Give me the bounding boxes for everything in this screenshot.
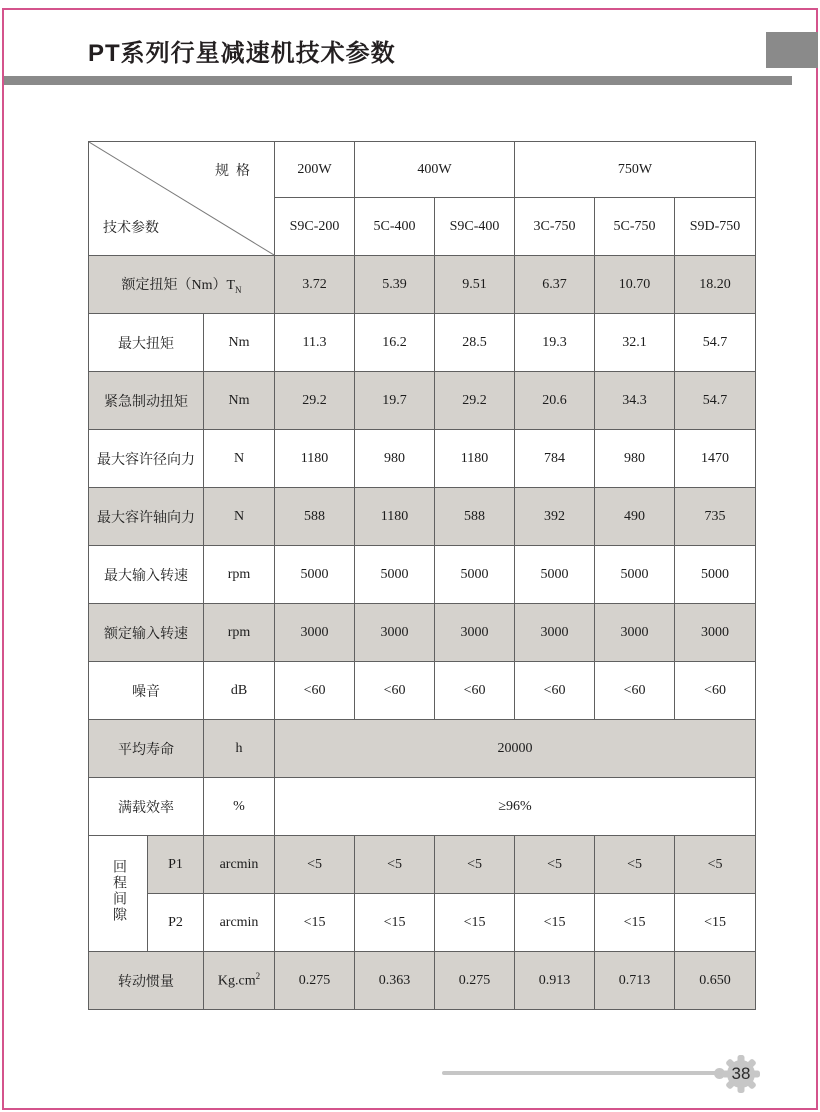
value-cell: 490	[595, 488, 675, 546]
value-cell: 1470	[675, 430, 756, 488]
row-rotational-inertia	[89, 952, 756, 1010]
value-cell: <15	[595, 894, 675, 952]
unit-cell	[204, 952, 275, 1010]
footer-rule	[442, 1071, 718, 1075]
value-cell: 9.51	[435, 256, 515, 314]
page-number: 38	[731, 1064, 751, 1083]
table-corner-cell	[89, 142, 275, 256]
value-cell: 54.7	[675, 372, 756, 430]
model-cell: 5C-400	[355, 198, 435, 256]
row-axial-force	[89, 488, 756, 546]
row-label: 最大输入转速	[89, 546, 204, 604]
value-cell: 980	[355, 430, 435, 488]
value-cell: 1180	[355, 488, 435, 546]
row-full-load-efficiency	[89, 778, 756, 836]
value-cell: 3000	[515, 604, 595, 662]
value-cell: 5000	[675, 546, 756, 604]
unit-cell: Nm	[204, 372, 275, 430]
value-cell: 11.3	[275, 314, 355, 372]
row-max-torque	[89, 314, 756, 372]
value-cell: <15	[675, 894, 756, 952]
row-label: 最大容许轴向力	[89, 488, 204, 546]
row-label: 最大扭矩	[89, 314, 204, 372]
value-cell: 3000	[355, 604, 435, 662]
value-cell: 3000	[595, 604, 675, 662]
value-cell: 20.6	[515, 372, 595, 430]
model-cell: S9C-400	[435, 198, 515, 256]
value-cell: 16.2	[355, 314, 435, 372]
row-label: 平均寿命	[89, 720, 204, 778]
row-label: 转动惯量	[89, 952, 204, 1010]
value-cell: <60	[435, 662, 515, 720]
corner-param-label: 技术参数	[103, 221, 159, 236]
value-cell: 5000	[435, 546, 515, 604]
value-cell: <15	[275, 894, 355, 952]
model-cell: S9C-200	[275, 198, 355, 256]
value-cell: 588	[275, 488, 355, 546]
value-cell: 1180	[435, 430, 515, 488]
backlash-vertical-label	[89, 836, 148, 952]
unit-cell: arcmin	[204, 836, 275, 894]
value-cell: 3000	[675, 604, 756, 662]
value-cell: 1180	[275, 430, 355, 488]
value-cell: 784	[515, 430, 595, 488]
value-cell: <5	[595, 836, 675, 894]
unit-cell: h	[204, 720, 275, 778]
value-cell: 3.72	[275, 256, 355, 314]
value-cell: 0.363	[355, 952, 435, 1010]
value-cell: <5	[435, 836, 515, 894]
value-cell: 3000	[435, 604, 515, 662]
diagonal-line-icon	[89, 142, 274, 255]
row-label: 最大容许径向力	[89, 430, 204, 488]
model-cell: 3C-750	[515, 198, 595, 256]
value-cell: 5000	[275, 546, 355, 604]
row-label: P1	[148, 836, 204, 894]
value-cell: 735	[675, 488, 756, 546]
value-cell: 5.39	[355, 256, 435, 314]
value-cell: 29.2	[435, 372, 515, 430]
value-cell: 5000	[595, 546, 675, 604]
unit-cell: Nm	[204, 314, 275, 372]
row-label: P2	[148, 894, 204, 952]
value-cell: <60	[275, 662, 355, 720]
value-cell: <60	[595, 662, 675, 720]
value-cell: 19.3	[515, 314, 595, 372]
value-cell: <60	[675, 662, 756, 720]
row-label: 额定输入转速	[89, 604, 204, 662]
unit-cell: dB	[204, 662, 275, 720]
value-cell: 34.3	[595, 372, 675, 430]
value-cell: 0.275	[435, 952, 515, 1010]
row-brake-torque	[89, 372, 756, 430]
value-cell: 0.913	[515, 952, 595, 1010]
row-label: 紧急制动扭矩	[89, 372, 204, 430]
value-cell: <15	[355, 894, 435, 952]
backlash-label-text: 回程间隙	[111, 859, 126, 923]
value-cell: 5000	[355, 546, 435, 604]
value-cell: 29.2	[275, 372, 355, 430]
row-average-life	[89, 720, 756, 778]
value-cell: 18.20	[675, 256, 756, 314]
value-cell: 10.70	[595, 256, 675, 314]
value-cell: 6.37	[515, 256, 595, 314]
row-label-text: 额定扭矩（Nm）T	[121, 278, 236, 294]
value-cell: 392	[515, 488, 595, 546]
unit-cell: %	[204, 778, 275, 836]
row-radial-force	[89, 430, 756, 488]
spec-table	[88, 141, 756, 1010]
value-cell: 588	[435, 488, 515, 546]
value-cell: <15	[435, 894, 515, 952]
row-backlash-p1	[89, 836, 756, 894]
value-cell: 0.650	[675, 952, 756, 1010]
value-cell: <5	[675, 836, 756, 894]
row-label	[89, 256, 275, 314]
row-rated-torque	[89, 256, 756, 314]
value-cell: 0.713	[595, 952, 675, 1010]
value-cell: 28.5	[435, 314, 515, 372]
unit-text: Kg.cm	[217, 973, 256, 989]
unit-superscript: 2	[255, 971, 261, 982]
model-cell: S9D-750	[675, 198, 756, 256]
unit-cell: rpm	[204, 604, 275, 662]
page-number-gear	[722, 1055, 760, 1093]
value-cell: 32.1	[595, 314, 675, 372]
corner-spec-label: 规 格	[215, 164, 251, 179]
value-cell: <5	[355, 836, 435, 894]
value-cell: <15	[515, 894, 595, 952]
unit-cell: arcmin	[204, 894, 275, 952]
value-cell: <60	[515, 662, 595, 720]
row-label: 噪音	[89, 662, 204, 720]
unit-cell: N	[204, 430, 275, 488]
page-title: PT系列行星减速机技术参数	[88, 40, 396, 67]
corner-block	[766, 32, 818, 68]
row-backlash-p2	[89, 894, 756, 952]
power-group-cell: 750W	[515, 142, 756, 198]
value-cell: 0.275	[275, 952, 355, 1010]
power-group-cell: 400W	[355, 142, 515, 198]
row-rated-input-speed	[89, 604, 756, 662]
row-max-input-speed	[89, 546, 756, 604]
value-cell: 980	[595, 430, 675, 488]
value-cell-span: ≥96%	[275, 778, 756, 836]
unit-cell: rpm	[204, 546, 275, 604]
power-group-cell: 200W	[275, 142, 355, 198]
value-cell: 3000	[275, 604, 355, 662]
row-label-subscript: N	[235, 284, 242, 295]
value-cell: 5000	[515, 546, 595, 604]
value-cell: <5	[515, 836, 595, 894]
value-cell-span: 20000	[275, 720, 756, 778]
value-cell: <5	[275, 836, 355, 894]
row-noise	[89, 662, 756, 720]
header-power-row	[89, 142, 756, 198]
title-underline-bar	[4, 76, 792, 85]
value-cell: 54.7	[675, 314, 756, 372]
row-label: 满载效率	[89, 778, 204, 836]
model-cell: 5C-750	[595, 198, 675, 256]
value-cell: <60	[355, 662, 435, 720]
value-cell: 19.7	[355, 372, 435, 430]
unit-cell: N	[204, 488, 275, 546]
